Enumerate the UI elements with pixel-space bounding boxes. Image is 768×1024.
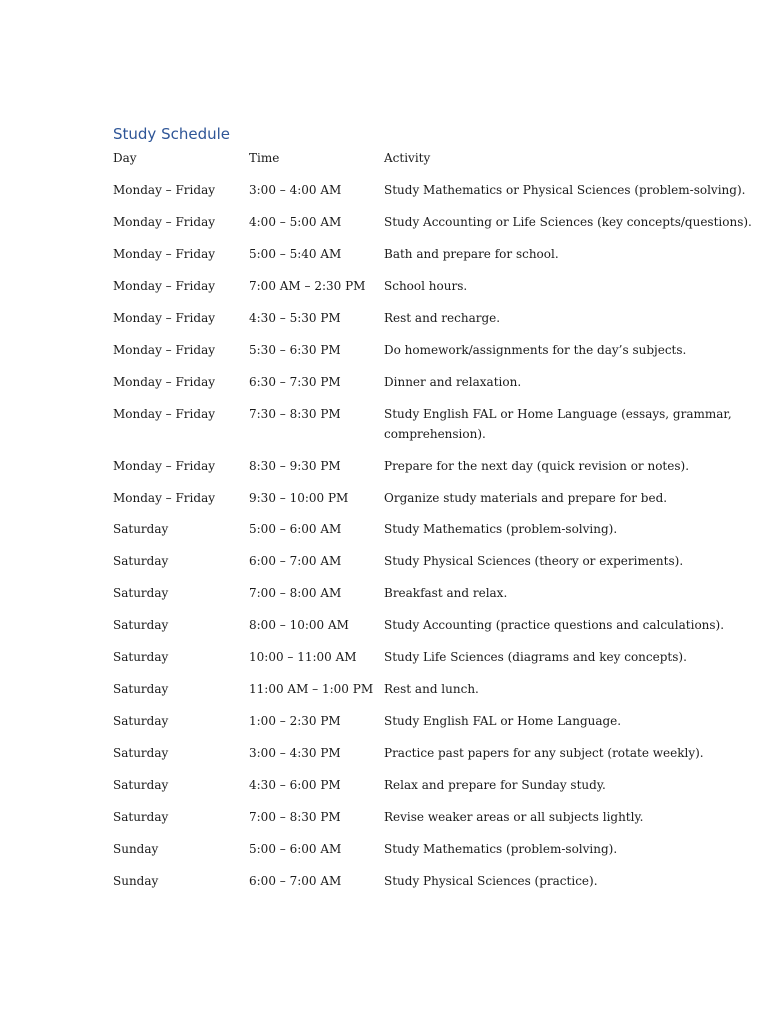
time-cell: 7:00 AM – 2:30 PM — [249, 279, 366, 293]
table-row — [113, 616, 753, 648]
day-cell: Monday – Friday — [113, 458, 215, 473]
table-row — [113, 245, 753, 277]
day-cell: Sunday — [113, 842, 159, 856]
time-cell: 9:30 – 10:00 PM — [249, 490, 349, 505]
day-cell: Monday – Friday — [113, 407, 215, 421]
activity-cell: Study Accounting or Life Sciences (key concepts/questions). — [384, 215, 752, 229]
table-row — [113, 712, 753, 744]
time-cell: 4:30 – 5:30 PM — [249, 311, 341, 325]
table-row — [113, 341, 753, 373]
activity-cell: Practice past papers for any subject (rotate weekly). — [384, 746, 704, 760]
activity-cell: Study Life Sciences (diagrams and key concepts). — [384, 650, 687, 664]
header-activity: Activity — [384, 151, 431, 165]
activity-cell: Prepare for the next day (quick revision or notes). — [384, 458, 690, 473]
time-cell: 11:00 AM – 1:00 PM — [249, 682, 374, 696]
table-header — [113, 149, 753, 181]
day-cell: Saturday — [113, 682, 169, 696]
time-cell: 7:00 – 8:30 PM — [249, 810, 341, 824]
day-cell: Saturday — [113, 554, 169, 568]
header-row — [113, 149, 753, 181]
day-cell: Saturday — [113, 714, 169, 728]
day-cell: Monday – Friday — [113, 247, 215, 261]
day-cell: Saturday — [113, 810, 169, 824]
time-cell: 6:00 – 7:00 AM — [249, 554, 342, 568]
time-cell: 4:00 – 5:00 AM — [249, 215, 342, 229]
table-row — [113, 489, 753, 521]
time-cell: 8:00 – 10:00 AM — [249, 618, 349, 632]
day-cell: Monday – Friday — [113, 183, 215, 197]
activity-cell: Organize study materials and prepare for bed. — [384, 490, 668, 505]
day-cell: Monday – Friday — [113, 375, 215, 389]
table-row — [113, 213, 753, 245]
day-cell: Monday – Friday — [113, 490, 215, 505]
time-cell: 5:30 – 6:30 PM — [249, 343, 341, 357]
day-cell: Monday – Friday — [113, 279, 215, 293]
activity-cell: Study Physical Sciences (practice). — [384, 874, 598, 888]
activity-cell: Breakfast and relax. — [384, 586, 508, 600]
table-row — [113, 680, 753, 712]
day-cell: Sunday — [113, 874, 159, 888]
time-cell: 8:30 – 9:30 PM — [249, 458, 341, 473]
time-cell: 5:00 – 5:40 AM — [249, 247, 342, 261]
table-row — [113, 309, 753, 341]
day-cell: Monday – Friday — [113, 311, 215, 325]
table-row — [113, 277, 753, 309]
activity-cell: Study English FAL or Home Language (essays, grammar, comprehension). — [384, 407, 732, 441]
day-cell: Monday – Friday — [113, 215, 215, 229]
table-body — [113, 181, 753, 904]
activity-cell: Study Mathematics or Physical Sciences (problem-solving). — [384, 183, 746, 197]
table-row — [113, 744, 753, 776]
time-cell: 5:00 – 6:00 AM — [249, 522, 342, 536]
table-row — [113, 776, 753, 808]
time-cell: 3:00 – 4:00 AM — [249, 183, 342, 197]
day-cell: Saturday — [113, 586, 169, 600]
time-cell: 1:00 – 2:30 PM — [249, 714, 341, 728]
time-cell: 7:00 – 8:00 AM — [249, 586, 342, 600]
day-cell: Saturday — [113, 746, 169, 760]
time-cell: 5:00 – 6:00 AM — [249, 842, 342, 856]
activity-cell: Study Accounting (practice questions and calculations). — [384, 618, 725, 632]
table-row — [113, 520, 753, 552]
table-row — [113, 648, 753, 680]
table-row — [113, 405, 753, 457]
table-row — [113, 840, 753, 872]
activity-cell: Study Mathematics (problem-solving). — [384, 522, 618, 536]
document-title: Study Schedule — [113, 125, 231, 143]
activity-cell: Bath and prepare for school. — [384, 247, 559, 261]
time-cell: 3:00 – 4:30 PM — [249, 746, 341, 760]
time-cell: 6:00 – 7:00 AM — [249, 874, 342, 888]
header-day: Day — [113, 151, 137, 165]
activity-cell: School hours. — [384, 279, 468, 293]
activity-cell: Study English FAL or Home Language. — [384, 714, 622, 728]
table-row — [113, 457, 753, 489]
table-row — [113, 808, 753, 840]
day-cell: Saturday — [113, 522, 169, 536]
time-cell: 7:30 – 8:30 PM — [249, 407, 341, 421]
table-row — [113, 552, 753, 584]
day-cell: Saturday — [113, 618, 169, 632]
time-cell: 10:00 – 11:00 AM — [249, 650, 357, 664]
activity-cell: Dinner and relaxation. — [384, 375, 522, 389]
table-row — [113, 373, 753, 405]
table-row — [113, 584, 753, 616]
activity-cell: Study Physical Sciences (theory or experiments). — [384, 554, 684, 568]
activity-cell: Do homework/assignments for the day’s subjects. — [384, 343, 687, 357]
schedule-table — [113, 149, 753, 904]
day-cell: Monday – Friday — [113, 343, 215, 357]
table-row — [113, 872, 753, 904]
activity-cell: Rest and recharge. — [384, 311, 501, 325]
table-row — [113, 181, 753, 213]
header-time: Time — [249, 151, 280, 165]
activity-cell: Study Mathematics (problem-solving). — [384, 842, 618, 856]
activity-cell: Revise weaker areas or all subjects lightly. — [384, 810, 644, 824]
day-cell: Saturday — [113, 650, 169, 664]
time-cell: 6:30 – 7:30 PM — [249, 375, 341, 389]
time-cell: 4:30 – 6:00 PM — [249, 778, 341, 792]
day-cell: Saturday — [113, 778, 169, 792]
activity-cell: Rest and lunch. — [384, 682, 479, 696]
activity-cell: Relax and prepare for Sunday study. — [384, 778, 606, 792]
